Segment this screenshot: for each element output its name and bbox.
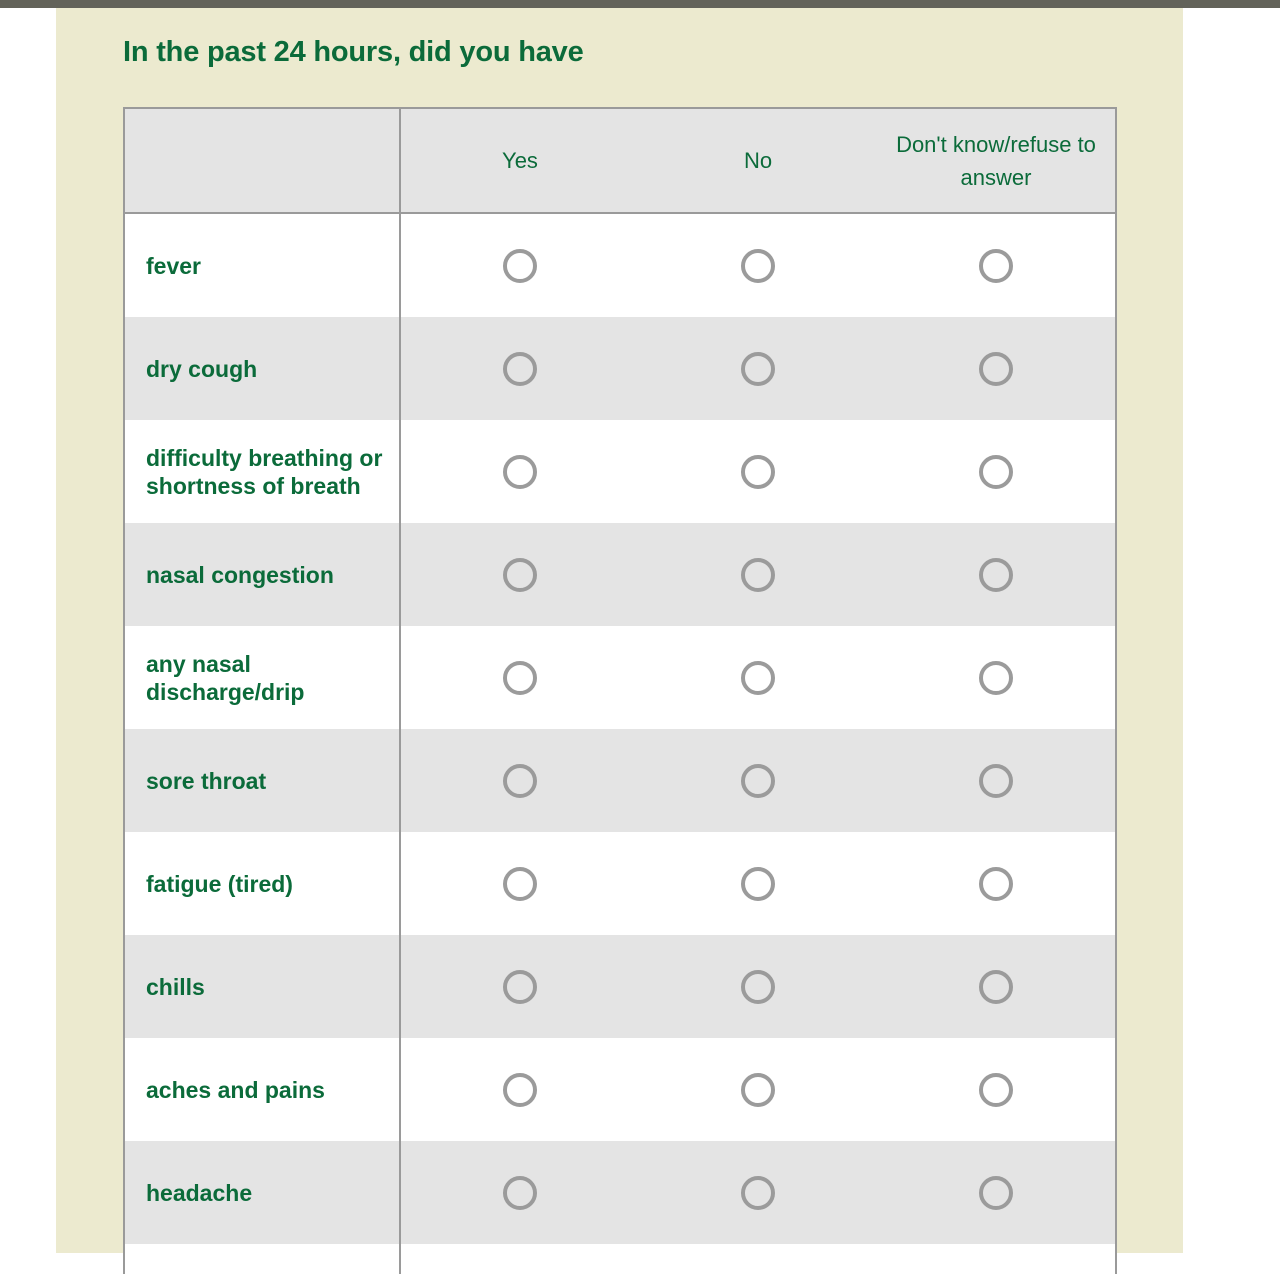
column-header-dont-know-label: Don't know/refuse to answer bbox=[896, 131, 1096, 190]
symptom-label: aches and pains bbox=[125, 1038, 401, 1141]
symptom-row-chills bbox=[125, 935, 1115, 1038]
symptom-row-fever bbox=[125, 214, 1115, 317]
fatigue-no-radio[interactable] bbox=[741, 867, 775, 901]
column-header-no-label: No bbox=[743, 148, 773, 173]
headache-yes-radio[interactable] bbox=[503, 1176, 537, 1210]
chills-dont-know-radio[interactable] bbox=[979, 970, 1013, 1004]
matrix-header-empty bbox=[125, 109, 401, 212]
symptom-row-headache bbox=[125, 1141, 1115, 1244]
dry-cough-yes-radio[interactable] bbox=[503, 352, 537, 386]
chills-no-radio[interactable] bbox=[741, 970, 775, 1004]
fever-dont-know-radio[interactable] bbox=[979, 249, 1013, 283]
headache-no-radio[interactable] bbox=[741, 1176, 775, 1210]
question-title: In the past 24 hours, did you have bbox=[123, 36, 584, 68]
symptom-row-aches-and-pains bbox=[125, 1038, 1115, 1141]
symptom-label: sore throat bbox=[125, 729, 401, 832]
symptom-matrix bbox=[123, 107, 1117, 1274]
headache-dont-know-radio[interactable] bbox=[979, 1176, 1013, 1210]
symptom-row-fatigue bbox=[125, 832, 1115, 935]
symptom-label: chills bbox=[125, 935, 401, 1038]
difficulty-breathing-no-radio[interactable] bbox=[741, 455, 775, 489]
symptom-label: dry cough bbox=[125, 317, 401, 420]
dry-cough-dont-know-radio[interactable] bbox=[979, 352, 1013, 386]
nasal-congestion-yes-radio[interactable] bbox=[503, 558, 537, 592]
symptom-row-difficulty-breathing bbox=[125, 420, 1115, 523]
aches-and-pains-no-radio[interactable] bbox=[741, 1073, 775, 1107]
aches-and-pains-dont-know-radio[interactable] bbox=[979, 1073, 1013, 1107]
fever-yes-radio[interactable] bbox=[503, 249, 537, 283]
symptom-label: difficulty breathing or shortness of breath bbox=[125, 420, 401, 523]
sore-throat-yes-radio[interactable] bbox=[503, 764, 537, 798]
symptom-row-nasal-congestion bbox=[125, 523, 1115, 626]
symptom-label-text: any nasal discharge/drip bbox=[146, 650, 305, 705]
symptom-label: nasal congestion bbox=[125, 523, 401, 626]
aches-and-pains-yes-radio[interactable] bbox=[503, 1073, 537, 1107]
symptom-row-dry-cough bbox=[125, 317, 1115, 420]
chills-yes-radio[interactable] bbox=[503, 970, 537, 1004]
sore-throat-dont-know-radio[interactable] bbox=[979, 764, 1013, 798]
nasal-discharge-yes-radio[interactable] bbox=[503, 661, 537, 695]
symptom-label: headache bbox=[125, 1141, 401, 1244]
column-header-dont-know bbox=[877, 109, 1115, 212]
column-header-yes-label: Yes bbox=[502, 148, 538, 173]
matrix-header-row bbox=[125, 109, 1115, 214]
column-header-no bbox=[639, 109, 877, 212]
symptom-label bbox=[125, 626, 401, 729]
difficulty-breathing-dont-know-radio[interactable] bbox=[979, 455, 1013, 489]
nasal-congestion-no-radio[interactable] bbox=[741, 558, 775, 592]
fever-no-radio[interactable] bbox=[741, 249, 775, 283]
fatigue-dont-know-radio[interactable] bbox=[979, 867, 1013, 901]
symptom-row-sore-throat bbox=[125, 729, 1115, 832]
top-bar bbox=[0, 0, 1280, 8]
sore-throat-no-radio[interactable] bbox=[741, 764, 775, 798]
symptom-row-nasal-discharge bbox=[125, 626, 1115, 729]
nasal-discharge-no-radio[interactable] bbox=[741, 661, 775, 695]
symptom-label: fever bbox=[125, 214, 401, 317]
fatigue-yes-radio[interactable] bbox=[503, 867, 537, 901]
symptom-label-partial bbox=[125, 1244, 401, 1274]
symptom-row-partial bbox=[125, 1244, 1115, 1274]
dry-cough-no-radio[interactable] bbox=[741, 352, 775, 386]
nasal-discharge-dont-know-radio[interactable] bbox=[979, 661, 1013, 695]
symptom-label: fatigue (tired) bbox=[125, 832, 401, 935]
column-header-yes bbox=[401, 109, 639, 212]
difficulty-breathing-yes-radio[interactable] bbox=[503, 455, 537, 489]
nasal-congestion-dont-know-radio[interactable] bbox=[979, 558, 1013, 592]
